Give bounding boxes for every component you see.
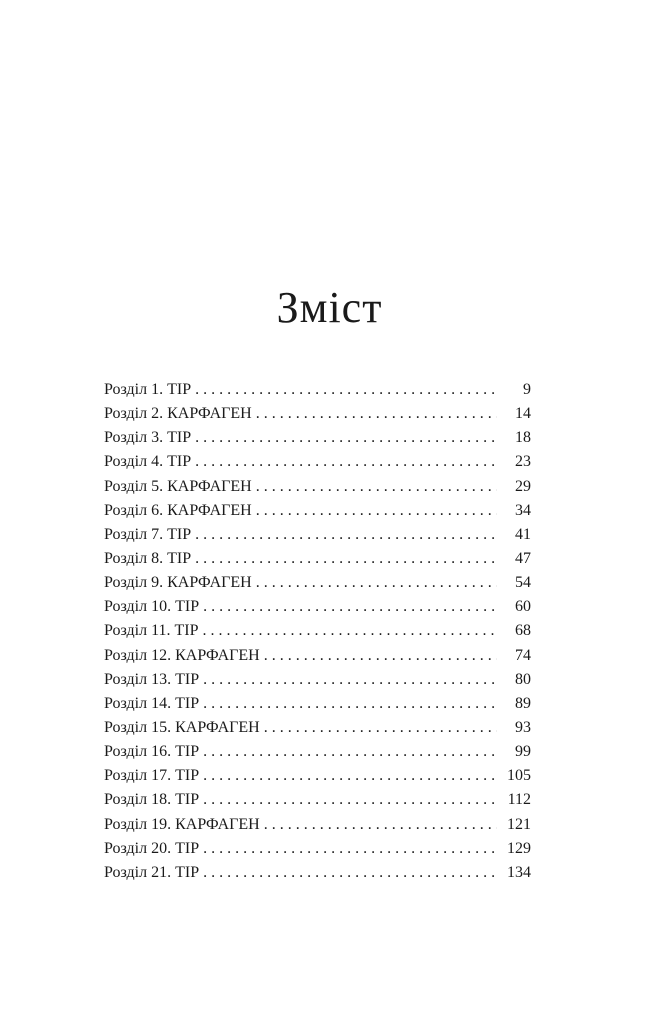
toc-entry[interactable] — [104, 619, 531, 643]
toc-entry-page: 29 — [515, 477, 531, 495]
toc-entry-label: Розділ 8. ТІР — [104, 549, 192, 567]
toc-entry-label: Розділ 16. ТІР — [104, 743, 200, 761]
toc-dot-leader — [256, 499, 497, 523]
toc-entry-page: 74 — [515, 646, 531, 664]
toc-entry-label: Розділ 9. КАРФАГЕН — [104, 574, 252, 592]
toc-dot-leader — [203, 764, 497, 788]
toc-entry-label: Розділ 19. КАРФАГЕН — [104, 815, 260, 833]
toc-entry-label: Розділ 13. ТІР — [104, 670, 200, 688]
toc-dot-leader — [256, 475, 497, 499]
toc-entry-label: Розділ 12. КАРФАГЕН — [104, 646, 260, 664]
toc-entry-page: 47 — [515, 549, 531, 567]
toc-entry[interactable] — [104, 378, 531, 402]
toc-entry-page: 112 — [507, 791, 531, 809]
toc-entry-label: Розділ 3. ТІР — [104, 429, 192, 447]
toc-entry[interactable] — [104, 450, 531, 474]
toc-dot-leader — [203, 740, 497, 764]
toc-entry-label: Розділ 17. ТІР — [104, 767, 200, 785]
toc-entry[interactable] — [104, 523, 531, 547]
toc-entry[interactable] — [104, 475, 531, 499]
toc-dot-leader — [203, 861, 497, 885]
toc-dot-leader — [203, 788, 497, 812]
toc-entry-page: 9 — [523, 381, 531, 398]
toc-entry[interactable] — [104, 788, 531, 812]
toc-entry-page: 80 — [515, 670, 531, 688]
toc-dot-leader — [264, 644, 497, 668]
toc-dot-leader — [203, 692, 497, 716]
toc-entry-label: Розділ 1. ТІР — [104, 381, 192, 398]
toc-entry-label: Розділ 11. ТІР — [104, 622, 199, 640]
toc-entry-label: Розділ 10. ТІР — [104, 598, 200, 616]
toc-entry-label: Розділ 7. ТІР — [104, 525, 192, 543]
toc-entry-page: 68 — [515, 622, 531, 640]
toc-dot-leader — [195, 378, 497, 402]
toc-dot-leader — [264, 716, 497, 740]
toc-dot-leader — [195, 450, 497, 474]
toc-entry[interactable] — [104, 837, 531, 861]
toc-entry-label: Розділ 18. ТІР — [104, 791, 200, 809]
toc-entry-page: 99 — [515, 743, 531, 761]
toc-entry-page: 134 — [507, 863, 531, 881]
toc-dot-leader — [203, 619, 497, 643]
toc-entry-page: 54 — [515, 574, 531, 592]
toc-entry-page: 121 — [507, 815, 531, 833]
toc-dot-leader — [203, 595, 497, 619]
toc-entry-label: Розділ 4. ТІР — [104, 453, 192, 471]
toc-entry-page: 129 — [507, 839, 531, 857]
toc-entry[interactable] — [104, 861, 531, 885]
toc-entry-label: Розділ 20. ТІР — [104, 839, 200, 857]
toc-dot-leader — [256, 402, 497, 426]
toc-dot-leader — [203, 668, 497, 692]
toc-entry-page: 60 — [515, 598, 531, 616]
page-title: Зміст — [276, 283, 383, 332]
toc-entry[interactable] — [104, 644, 531, 668]
toc-entry-label: Розділ 21. ТІР — [104, 863, 200, 881]
toc-entry-label: Розділ 6. КАРФАГЕН — [104, 501, 252, 519]
toc-entry[interactable] — [104, 547, 531, 571]
table-of-contents — [104, 378, 531, 885]
toc-entry-page: 14 — [515, 405, 531, 423]
toc-entry-page: 41 — [515, 525, 531, 543]
toc-dot-leader — [203, 837, 497, 861]
toc-entry[interactable] — [104, 716, 531, 740]
toc-entry-label: Розділ 5. КАРФАГЕН — [104, 477, 252, 495]
toc-entry[interactable] — [104, 426, 531, 450]
toc-entry-page: 34 — [515, 501, 531, 519]
toc-entry-label: Розділ 15. КАРФАГЕН — [104, 718, 260, 736]
toc-entry[interactable] — [104, 764, 531, 788]
toc-dot-leader — [256, 571, 497, 595]
toc-entry[interactable] — [104, 595, 531, 619]
toc-dot-leader — [195, 523, 497, 547]
toc-entry-page: 89 — [515, 694, 531, 712]
toc-entry[interactable] — [104, 692, 531, 716]
toc-entry-label: Розділ 2. КАРФАГЕН — [104, 405, 252, 423]
toc-entry-page: 93 — [515, 718, 531, 736]
toc-entry[interactable] — [104, 740, 531, 764]
toc-entry[interactable] — [104, 499, 531, 523]
toc-entry-page: 18 — [515, 429, 531, 447]
toc-entry-page: 105 — [507, 767, 531, 785]
toc-entry-page: 23 — [515, 453, 531, 471]
toc-dot-leader — [195, 547, 497, 571]
toc-entry[interactable] — [104, 571, 531, 595]
toc-entry[interactable] — [104, 402, 531, 426]
toc-entry[interactable] — [104, 813, 531, 837]
toc-dot-leader — [195, 426, 497, 450]
toc-entry[interactable] — [104, 668, 531, 692]
toc-dot-leader — [264, 813, 497, 837]
toc-entry-label: Розділ 14. ТІР — [104, 694, 200, 712]
